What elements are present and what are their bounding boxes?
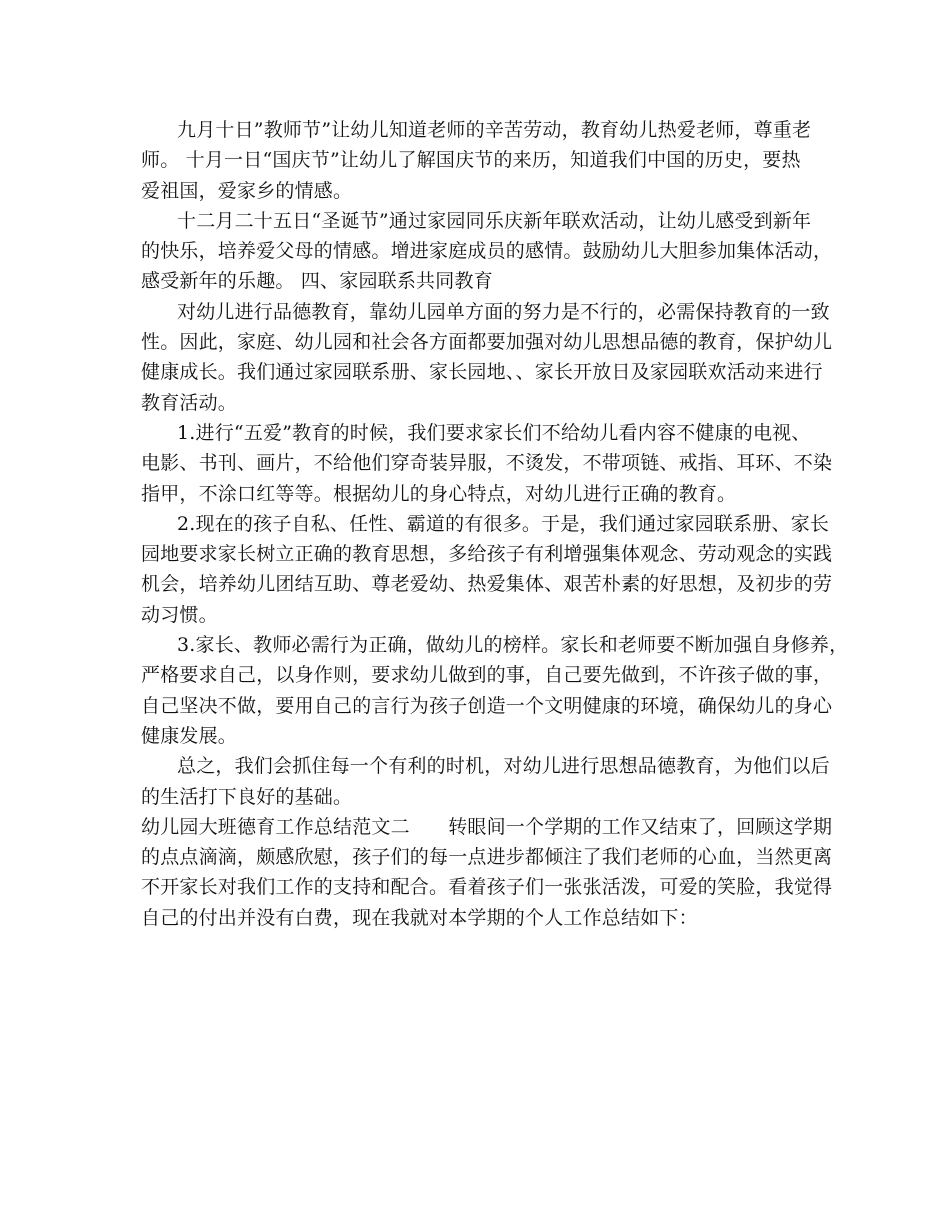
text-line: 自己坚决不做，要用自己的言行为孩子创造一个文明健康的环境，确保幼儿的身心 [141,694,833,717]
text-line: 幼儿园大班德育工作总结范文二 转眼间一个学期的工作又结束了，回顾这学期 [141,815,833,838]
text-line: 爱祖国，爱家乡的情感。 [141,179,353,202]
text-line: 的快乐，培养爱父母的情感。增进家庭成员的感情。鼓励幼儿大胆参加集体活动， [141,240,833,263]
text-line: 的生活打下良好的基础。 [141,785,353,808]
text-line: 总之，我们会抓住每一个有利的时机，对幼儿进行思想品德教育，为他们以后 [177,755,830,778]
text-line: 电影、书刊、画片，不给他们穿奇装异服，不烫发，不带项链、戒指、耳环、不染 [141,452,833,475]
text-line: 性。因此，家庭、幼儿园和社会各方面都要加强对幼儿思想品德的教育，保护幼儿 [141,331,833,354]
text-line: 机会，培养幼儿团结互助、尊老爱幼、热爱集体、艰苦朴素的好思想，及初步的劳 [141,573,833,596]
text-line: 严格要求自己，以身作则，要求幼儿做到的事，自己要先做到，不许孩子做的事， [141,664,833,687]
text-line: 不开家长对我们工作的支持和配合。看着孩子们一张张活泼，可爱的笑脸，我觉得 [141,876,833,899]
text-line: 指甲，不涂口红等等。根据幼儿的身心特点，对幼儿进行正确的教育。 [141,482,737,505]
text-line: 3.家长、教师必需行为正确，做幼儿的榜样。家长和老师要不断加强自身修养， [177,634,849,657]
text-line: 感受新年的乐趣。 四、家园联系共同教育 [141,270,493,293]
text-line: 园地要求家长树立正确的教育思想，多给孩子有利增强集体观念、劳动观念的实践 [141,543,833,566]
text-line: 九月十日”教师节”让幼儿知道老师的辛苦劳动，教育幼儿热爱老师，尊重老 [177,119,812,141]
text-line: 师。 十月一日“国庆节”让幼儿了解国庆节的来历，知道我们中国的历史，要热 [141,149,801,172]
text-line: 健康发展。 [141,724,238,747]
text-line: 教育活动。 [141,391,238,414]
text-line: 2.现在的孩子自私、任性、霸道的有很多。于是，我们通过家园联系册、家长 [177,512,830,535]
document-body [141,115,849,933]
text-line: 1.进行“五爱”教育的时候，我们要求家长们不给幼儿看内容不健康的电视、 [177,421,811,444]
text-line: 十二月二十五日“圣诞节”通过家园同乐庆新年联欢活动，让幼儿感受到新年 [177,209,812,232]
text-line: 动习惯。 [141,603,218,626]
text-line: 的点点滴滴，颇感欣慰，孩子们的每一点进步都倾注了我们老师的心血，当然更离 [141,846,833,869]
text-line: 健康成长。我们通过家园联系册、家长园地、、家长开放日及家园联欢活动来进行 [141,361,823,384]
text-line: 自己的付出并没有白费，现在我就对本学期的个人工作总结如下： [141,906,698,929]
text-line: 对幼儿进行品德教育，靠幼儿园单方面的努力是不行的，必需保持教育的一致 [177,300,830,323]
